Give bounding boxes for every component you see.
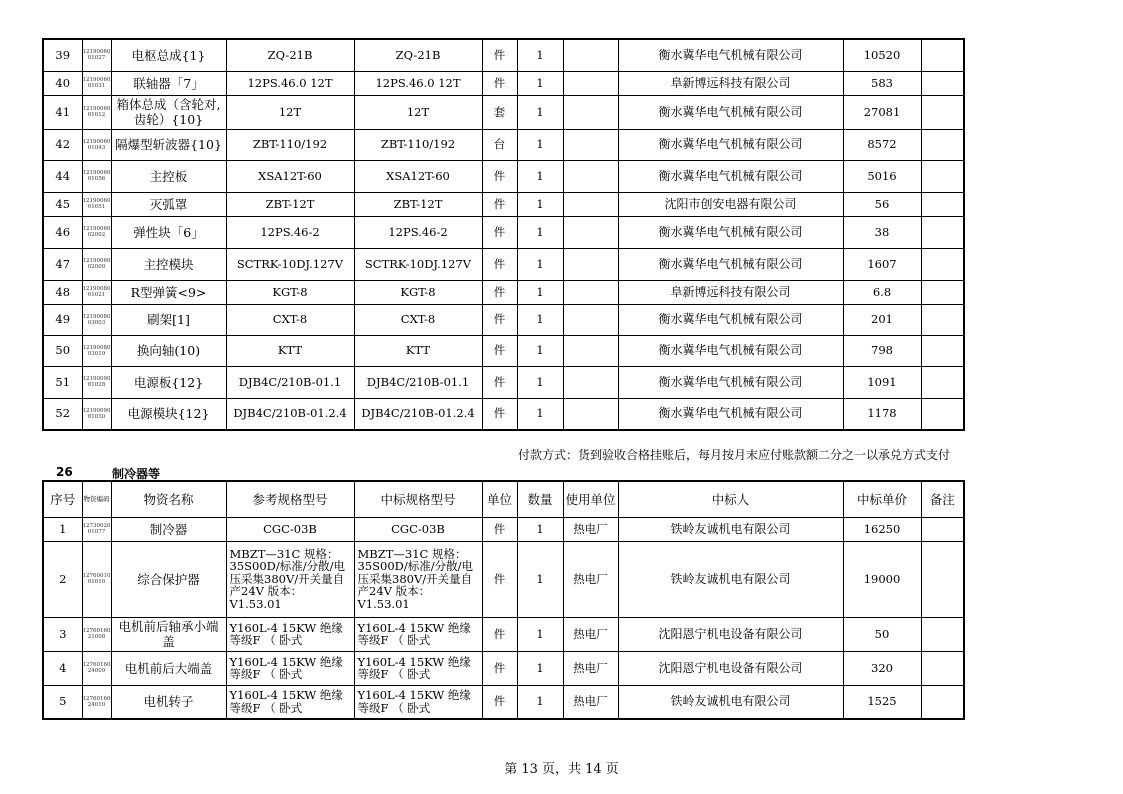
quantity-cell: 1 (517, 248, 563, 280)
remark-cell (921, 39, 964, 71)
using-unit-cell (563, 216, 618, 248)
material-code-cell: 1276016024010 (82, 685, 111, 719)
using-unit-cell: 热电厂 (563, 541, 618, 617)
reference-spec-cell: 12PS.46.0 12T (226, 71, 354, 95)
quantity-cell: 1 (517, 71, 563, 95)
material-name-cell: 电机前后轴承小端盖 (111, 617, 226, 651)
bid-spec-cell: CGC-03B (354, 517, 482, 541)
material-name-cell: 灭弧罩 (111, 192, 226, 216)
using-unit-cell (563, 248, 618, 280)
header-name: 物资名称 (111, 481, 226, 517)
row-number-cell: 50 (43, 335, 82, 366)
row-number-cell: 40 (43, 71, 82, 95)
unit-cell: 件 (482, 216, 517, 248)
material-name-cell: 主控板 (111, 160, 226, 192)
remark-cell (921, 651, 964, 685)
supplier-cell: 衡水冀华电气机械有限公司 (618, 335, 843, 366)
unit-cell: 件 (482, 39, 517, 71)
supplier-cell: 阜新博远科技有限公司 (618, 280, 843, 304)
unit-cell: 件 (482, 517, 517, 541)
unit-price-cell: 5016 (843, 160, 921, 192)
remark-cell (921, 129, 964, 160)
material-name-cell: 换向轴(10) (111, 335, 226, 366)
using-unit-cell (563, 398, 618, 430)
section-number: 26 (56, 465, 73, 479)
row-number-cell: 49 (43, 304, 82, 335)
table-row (43, 248, 964, 280)
bid-spec-cell: KTT (354, 335, 482, 366)
quantity-cell: 1 (517, 398, 563, 430)
row-number-cell: 51 (43, 366, 82, 398)
material-name-cell: 隔爆型斩波器{10} (111, 129, 226, 160)
unit-price-cell: 27081 (843, 95, 921, 129)
quantity-cell: 1 (517, 216, 563, 248)
bid-spec-cell: MBZT—31C 规格：35S00D/标准/分散/电压采集380V/开关量自产24V 版本：V1.53.01 (354, 541, 482, 617)
row-number-cell: 46 (43, 216, 82, 248)
remark-cell (921, 366, 964, 398)
material-code-cell: 1219008001021 (82, 280, 111, 304)
remark-cell (921, 95, 964, 129)
table-row (43, 517, 964, 541)
table-row (43, 685, 964, 719)
row-number-cell: 42 (43, 129, 82, 160)
header-code: 物资编码 (82, 481, 111, 517)
bid-spec-cell: Y160L-4 15KW 绝缘等级F （ 卧式 (354, 617, 482, 651)
header-use: 使用单位 (563, 481, 618, 517)
bid-spec-cell: Y160L-4 15KW 绝缘等级F （ 卧式 (354, 685, 482, 719)
quantity-cell: 1 (517, 651, 563, 685)
material-name-cell: 电机转子 (111, 685, 226, 719)
reference-spec-cell: Y160L-4 15KW 绝缘等级F （ 卧式 (226, 651, 354, 685)
unit-cell: 件 (482, 335, 517, 366)
unit-cell: 件 (482, 71, 517, 95)
unit-cell: 套 (482, 95, 517, 129)
remark-cell (921, 280, 964, 304)
unit-price-cell: 201 (843, 304, 921, 335)
remark-cell (921, 541, 964, 617)
quantity-cell: 1 (517, 517, 563, 541)
using-unit-cell: 热电厂 (563, 651, 618, 685)
unit-cell: 件 (482, 617, 517, 651)
table-header-row (43, 481, 964, 517)
page-footer: 第 13 页，共 14 页 (504, 762, 619, 777)
material-name-cell: 刷架[1] (111, 304, 226, 335)
reference-spec-cell: SCTRK-10DJ.127V (226, 248, 354, 280)
using-unit-cell (563, 39, 618, 71)
table-row (43, 398, 964, 430)
table-row (43, 160, 964, 192)
using-unit-cell (563, 160, 618, 192)
table-row (43, 280, 964, 304)
bid-spec-cell: Y160L-4 15KW 绝缘等级F （ 卧式 (354, 651, 482, 685)
reference-spec-cell: KGT-8 (226, 280, 354, 304)
supplier-cell: 铁岭友诚机电有限公司 (618, 517, 843, 541)
section-title: 制冷器等 (112, 467, 161, 481)
unit-price-cell: 56 (843, 192, 921, 216)
unit-price-cell: 10520 (843, 39, 921, 71)
unit-price-cell: 1091 (843, 366, 921, 398)
table-row (43, 39, 964, 71)
unit-price-cell: 320 (843, 651, 921, 685)
unit-price-cell: 6.8 (843, 280, 921, 304)
header-note: 备注 (921, 481, 964, 517)
bid-spec-cell: 12PS.46-2 (354, 216, 482, 248)
remark-cell (921, 71, 964, 95)
items-table-top (42, 38, 965, 431)
bid-spec-cell: SCTRK-10DJ.127V (354, 248, 482, 280)
quantity-cell: 1 (517, 541, 563, 617)
row-number-cell: 44 (43, 160, 82, 192)
reference-spec-cell: KTT (226, 335, 354, 366)
header-no: 序号 (43, 481, 82, 517)
unit-cell: 件 (482, 280, 517, 304)
reference-spec-cell: CXT-8 (226, 304, 354, 335)
header-price: 中标单价 (843, 481, 921, 517)
remark-cell (921, 398, 964, 430)
reference-spec-cell: 12PS.46-2 (226, 216, 354, 248)
bid-spec-cell: CXT-8 (354, 304, 482, 335)
material-code-cell: 1219006002002 (82, 216, 111, 248)
material-name-cell: 电枢总成{1} (111, 39, 226, 71)
table-row (43, 129, 964, 160)
remark-cell (921, 517, 964, 541)
row-number-cell: 48 (43, 280, 82, 304)
quantity-cell: 1 (517, 160, 563, 192)
material-name-cell: R型弹簧<9> (111, 280, 226, 304)
supplier-cell: 衡水冀华电气机械有限公司 (618, 248, 843, 280)
material-code-cell: 1219009001030 (82, 398, 111, 430)
bid-spec-cell: DJB4C/210B-01.2.4 (354, 398, 482, 430)
material-name-cell: 电源模块{12} (111, 398, 226, 430)
unit-price-cell: 1178 (843, 398, 921, 430)
using-unit-cell (563, 192, 618, 216)
row-number-cell: 2 (43, 541, 82, 617)
quantity-cell: 1 (517, 335, 563, 366)
items-table-bottom (42, 480, 965, 720)
unit-cell: 件 (482, 398, 517, 430)
remark-cell (921, 685, 964, 719)
unit-price-cell: 50 (843, 617, 921, 651)
reference-spec-cell: 12T (226, 95, 354, 129)
bid-spec-cell: XSA12T-60 (354, 160, 482, 192)
unit-cell: 件 (482, 192, 517, 216)
header-supplier: 中标人 (618, 481, 843, 517)
table-row (43, 335, 964, 366)
material-code-cell: 1276001001010 (82, 541, 111, 617)
material-code-cell: 1219006001031 (82, 71, 111, 95)
quantity-cell: 1 (517, 617, 563, 651)
supplier-cell: 衡水冀华电气机械有限公司 (618, 39, 843, 71)
unit-price-cell: 16250 (843, 517, 921, 541)
header-unit: 单位 (482, 481, 517, 517)
supplier-cell: 沈阳市创安电器有限公司 (618, 192, 843, 216)
using-unit-cell (563, 335, 618, 366)
using-unit-cell: 热电厂 (563, 685, 618, 719)
unit-cell: 件 (482, 541, 517, 617)
remark-cell (921, 617, 964, 651)
quantity-cell: 1 (517, 129, 563, 160)
supplier-cell: 衡水冀华电气机械有限公司 (618, 366, 843, 398)
bid-spec-cell: KGT-8 (354, 280, 482, 304)
material-code-cell: 1219006001051 (82, 192, 111, 216)
supplier-cell: 衡水冀华电气机械有限公司 (618, 129, 843, 160)
bid-spec-cell: ZBT-110/192 (354, 129, 482, 160)
material-name-cell: 联轴器「7」 (111, 71, 226, 95)
reference-spec-cell: CGC-03B (226, 517, 354, 541)
reference-spec-cell: ZQ-21B (226, 39, 354, 71)
row-number-cell: 45 (43, 192, 82, 216)
using-unit-cell (563, 304, 618, 335)
quantity-cell: 1 (517, 304, 563, 335)
remark-cell (921, 304, 964, 335)
supplier-cell: 衡水冀华电气机械有限公司 (618, 160, 843, 192)
material-code-cell: 1219006002009 (82, 248, 111, 280)
table-row (43, 541, 964, 617)
bid-spec-cell: DJB4C/210B-01.1 (354, 366, 482, 398)
unit-price-cell: 583 (843, 71, 921, 95)
payment-terms-note: 付款方式：货到验收合格挂账后，每月按月末应付账款额二分之一以承兑方式支付 (518, 448, 951, 462)
material-name-cell: 制冷器 (111, 517, 226, 541)
bid-spec-cell: ZBT-12T (354, 192, 482, 216)
reference-spec-cell: XSA12T-60 (226, 160, 354, 192)
quantity-cell: 1 (517, 95, 563, 129)
row-number-cell: 3 (43, 617, 82, 651)
header-bid-spec: 中标规格型号 (354, 481, 482, 517)
supplier-cell: 沈阳恩宁机电设备有限公司 (618, 651, 843, 685)
table-row (43, 192, 964, 216)
unit-cell: 件 (482, 685, 517, 719)
supplier-cell: 衡水冀华电气机械有限公司 (618, 216, 843, 248)
unit-cell: 件 (482, 366, 517, 398)
supplier-cell: 衡水冀华电气机械有限公司 (618, 95, 843, 129)
material-name-cell: 主控模块 (111, 248, 226, 280)
unit-cell: 台 (482, 129, 517, 160)
remark-cell (921, 248, 964, 280)
reference-spec-cell: MBZT—31C 规格：35S00D/标准/分散/电压采集380V/开关量自产24V 版本：V1.53.01 (226, 541, 354, 617)
header-ref-spec: 参考规格型号 (226, 481, 354, 517)
remark-cell (921, 216, 964, 248)
bid-spec-cell: ZQ-21B (354, 39, 482, 71)
supplier-cell: 铁岭友诚机电有限公司 (618, 685, 843, 719)
material-name-cell: 电机前后大端盖 (111, 651, 226, 685)
material-code-cell: 1219006001027 (82, 39, 111, 71)
material-name-cell: 综合保护器 (111, 541, 226, 617)
supplier-cell: 铁岭友诚机电有限公司 (618, 541, 843, 617)
remark-cell (921, 192, 964, 216)
bid-spec-cell: 12PS.46.0 12T (354, 71, 482, 95)
material-code-cell: 1219008003019 (82, 335, 111, 366)
reference-spec-cell: Y160L-4 15KW 绝缘等级F （ 卧式 (226, 617, 354, 651)
material-code-cell: 1219009001028 (82, 366, 111, 398)
unit-cell: 件 (482, 160, 517, 192)
row-number-cell: 47 (43, 248, 82, 280)
material-code-cell: 1276016021008 (82, 617, 111, 651)
row-number-cell: 52 (43, 398, 82, 430)
material-code-cell: 1276016024009 (82, 651, 111, 685)
remark-cell (921, 335, 964, 366)
material-name-cell: 弹性块「6」 (111, 216, 226, 248)
unit-cell: 件 (482, 248, 517, 280)
quantity-cell: 1 (517, 280, 563, 304)
material-name-cell: 电源板{12} (111, 366, 226, 398)
row-number-cell: 41 (43, 95, 82, 129)
row-number-cell: 5 (43, 685, 82, 719)
unit-price-cell: 19000 (843, 541, 921, 617)
material-code-cell: 1219008003003 (82, 304, 111, 335)
unit-price-cell: 798 (843, 335, 921, 366)
header-qty: 数量 (517, 481, 563, 517)
using-unit-cell (563, 280, 618, 304)
table-row (43, 617, 964, 651)
row-number-cell: 1 (43, 517, 82, 541)
table-row (43, 366, 964, 398)
material-code-cell: 1219006001012 (82, 95, 111, 129)
material-name-cell: 箱体总成（含轮对,齿轮）{10} (111, 95, 226, 129)
table-row (43, 71, 964, 95)
quantity-cell: 1 (517, 685, 563, 719)
material-code-cell: 1219006001043 (82, 129, 111, 160)
unit-price-cell: 1525 (843, 685, 921, 719)
supplier-cell: 衡水冀华电气机械有限公司 (618, 304, 843, 335)
quantity-cell: 1 (517, 366, 563, 398)
using-unit-cell: 热电厂 (563, 617, 618, 651)
reference-spec-cell: DJB4C/210B-01.2.4 (226, 398, 354, 430)
using-unit-cell (563, 129, 618, 160)
table-row (43, 95, 964, 129)
reference-spec-cell: ZBT-12T (226, 192, 354, 216)
reference-spec-cell: DJB4C/210B-01.1 (226, 366, 354, 398)
supplier-cell: 沈阳恩宁机电设备有限公司 (618, 617, 843, 651)
unit-cell: 件 (482, 304, 517, 335)
quantity-cell: 1 (517, 192, 563, 216)
material-code-cell: 1273002001077 (82, 517, 111, 541)
row-number-cell: 4 (43, 651, 82, 685)
reference-spec-cell: Y160L-4 15KW 绝缘等级F （ 卧式 (226, 685, 354, 719)
material-code-cell: 1219006001056 (82, 160, 111, 192)
unit-price-cell: 1607 (843, 248, 921, 280)
using-unit-cell (563, 95, 618, 129)
reference-spec-cell: ZBT-110/192 (226, 129, 354, 160)
supplier-cell: 衡水冀华电气机械有限公司 (618, 398, 843, 430)
using-unit-cell (563, 71, 618, 95)
bid-spec-cell: 12T (354, 95, 482, 129)
table-row (43, 216, 964, 248)
quantity-cell: 1 (517, 39, 563, 71)
table-row (43, 651, 964, 685)
remark-cell (921, 160, 964, 192)
row-number-cell: 39 (43, 39, 82, 71)
supplier-cell: 阜新博远科技有限公司 (618, 71, 843, 95)
unit-price-cell: 8572 (843, 129, 921, 160)
unit-price-cell: 38 (843, 216, 921, 248)
unit-cell: 件 (482, 651, 517, 685)
using-unit-cell: 热电厂 (563, 517, 618, 541)
using-unit-cell (563, 366, 618, 398)
table-row (43, 304, 964, 335)
